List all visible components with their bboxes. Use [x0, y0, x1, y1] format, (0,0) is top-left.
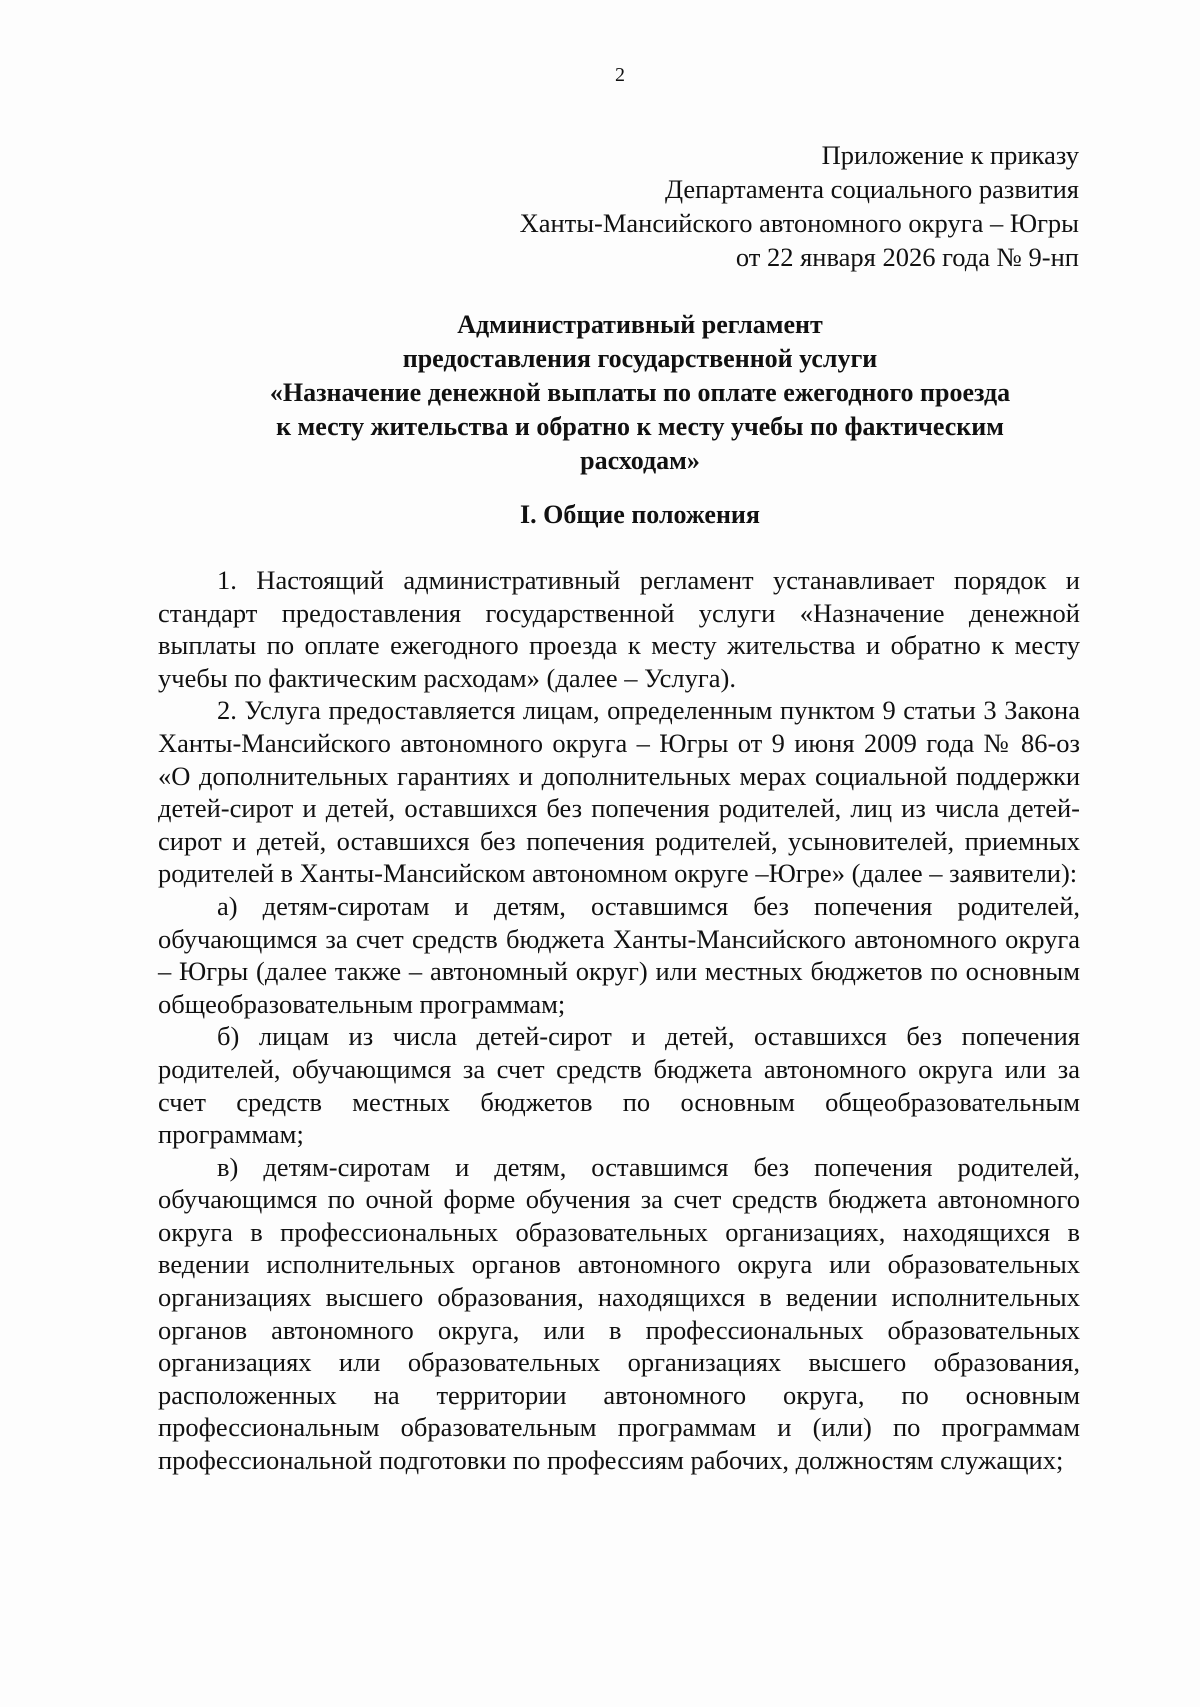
appendix-line: Приложение к приказу [821, 140, 1079, 170]
title-line: «Назначение денежной выплаты по оплате ежегодного проезда [269, 378, 1011, 407]
paragraph-1: 1. Настоящий административный регламент устанавливает порядок и стандарт предоставления государственной услуги «Назначение денежной выплаты по оплате ежегодного проезда к месту жительства и обратно к месту учебы по фактическим расходам» (далее – Услуга). [158, 565, 1080, 693]
section-heading: I. Общие положения [520, 500, 760, 529]
document-title [160, 308, 1120, 478]
document-body [158, 564, 1080, 1477]
paragraph-2: 2. Услуга предоставляется лицам, определенным пунктом 9 статьи 3 Закона Ханты-Мансийского автономного округа – Югры от 9 июня 2009 года № 86-оз «О дополнительных гарантиях и дополнительных мерах социальной поддержки детей-сирот и детей, оставшихся без попечения родителей, лиц из числа детей-сирот и детей, оставшихся без попечения родителей, усыновителей, приемных родителей в Ханты-Мансийском автономном округе –Югре» (далее – заявители): [158, 695, 1080, 889]
appendix-line: Ханты-Мансийского автономного округа – Югры [519, 208, 1079, 238]
appendix-header [520, 138, 1079, 274]
page-number: 2 [615, 64, 625, 86]
title-line: предоставления государственной услуги [402, 344, 878, 373]
title-line: к месту жительства и обратно к месту учебы по фактическим [276, 412, 1004, 441]
paragraph-2v: в) детям-сиротам и детям, оставшимся без попечения родителей, обучающимся по очной форме обучения за счет средств бюджета автономного округа в профессиональных образовательных организациях, находящихся в ведении исполнительных органов автономного округа или образовательных организациях высшего образования, находящихся в ведении исполнительных органов автономного округа, или в профессиональных образовательных организациях или образовательных организациях высшего образования, расположенных на территории автономного округа, по основным профессиональным образовательным программам и (или) по программам профессиональной подготовки по профессиям рабочих, должностям служащих; [158, 1151, 1080, 1476]
paragraph-2a: а) детям-сиротам и детям, оставшимся без попечения родителей, обучающимся за счет средств бюджета Ханты-Мансийского автономного округа – Югры (далее также – автономный округ) или местных бюджетов по основным общеобразовательным программам; [158, 890, 1080, 1019]
paragraph-2b: б) лицам из числа детей-сирот и детей, оставшихся без попечения родителей, обучающимся за счет средств бюджета автономного округа или за счет средств местных бюджетов по основным общеобразовательным программам; [158, 1021, 1080, 1150]
title-line: Административный регламент [457, 310, 823, 339]
appendix-line: от 22 января 2026 года № 9-нп [735, 242, 1079, 272]
title-line: расходам» [580, 446, 700, 475]
appendix-line: Департамента социального развития [665, 174, 1079, 204]
